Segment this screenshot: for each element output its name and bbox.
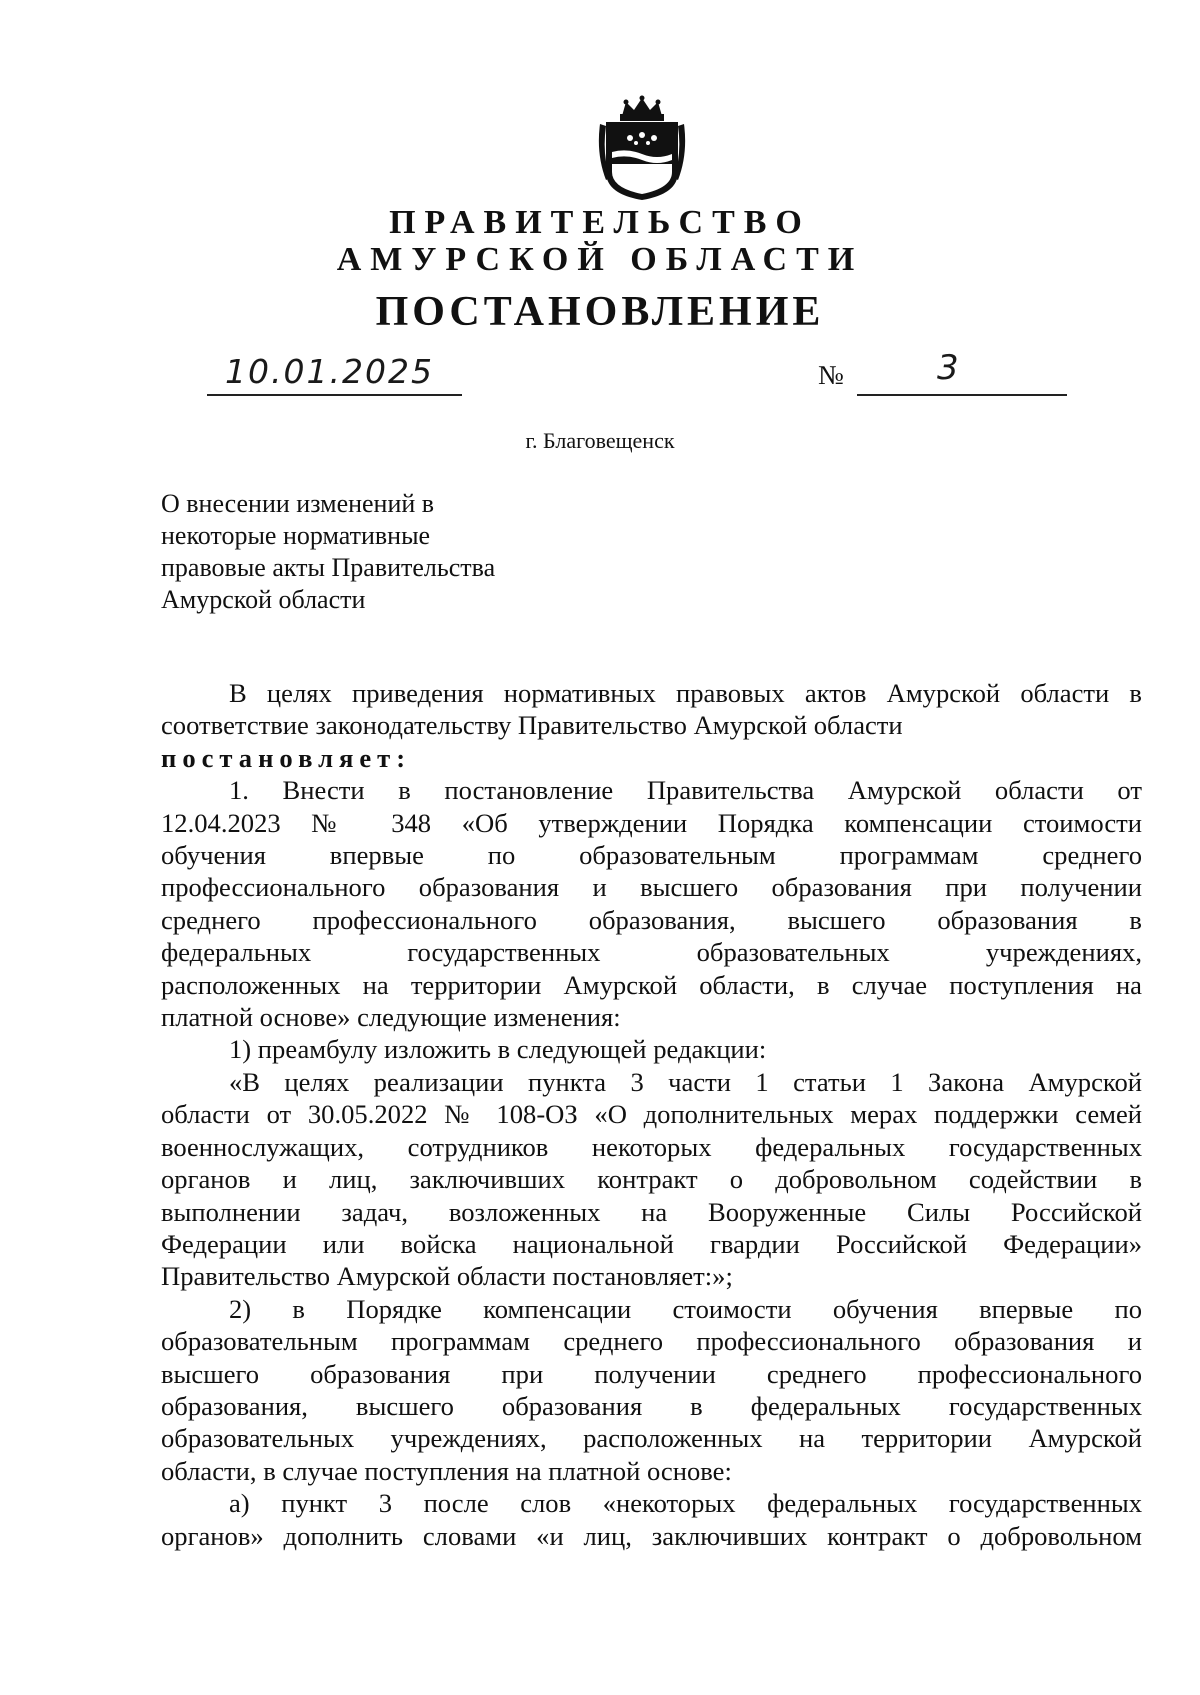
handwritten-date: 10.01.2025 [225,352,434,391]
subject-line: правовые акты Правительства [161,553,496,582]
body-line: В целях приведения нормативных правовых актов Амурской области в [229,678,1142,708]
number-label: № [818,360,844,390]
body-line: платной основе» следующие изменения: [161,1002,621,1033]
body-line: 1. Внести в постановление Правительства Амурской области от [229,775,1142,806]
body-line: органов и лиц, заключивших контракт о добровольном содействии в [161,1164,1142,1195]
org-name-line1: ПРАВИТЕЛЬСТВО [389,204,811,241]
body-line: выполнении задач, возложенных на Вооруженные Силы Российской [161,1196,1142,1227]
body-line: Федерации или войска национальной гвардии Российской Федерации» [161,1228,1142,1259]
coat-of-arms-icon [592,94,692,202]
body-line: образования, высшего образования в федеральных государственных [161,1390,1142,1421]
body-line: расположенных на территории Амурской области, в случае поступления на [161,969,1142,1000]
body-line: образовательных учреждениях, расположенных на территории Амурской [161,1423,1142,1454]
body-line: профессионального образования и высшего образования при получении [161,872,1142,903]
number-field [857,348,1067,396]
body-line: а) пункт 3 после слов «некоторых федеральных государственных [229,1488,1142,1519]
body-line: органов» дополнить словами «и лиц, заключивших контракт о добровольном [161,1520,1142,1551]
body-line: обучения впервые по образовательным программам среднего [161,840,1142,871]
body-line: 12.04.2023 № 348 «Об утверждении Порядка компенсации стоимости [161,807,1142,838]
subject-line: О внесении изменений в [161,489,435,518]
body-line-decree-word: постановляет: [161,742,412,773]
body-line: области от 30.05.2022 № 108-ОЗ «О дополнительных мерах поддержки семей [161,1099,1142,1130]
body-line: соответствие законодательству Правительство Амурской области [161,710,903,741]
document-type: ПОСТАНОВЛЕНИЕ [375,289,825,335]
body-line: 1) преамбулу изложить в следующей редакции: [229,1034,767,1065]
document-body [161,677,1142,1552]
body-line: 2) в Порядке компенсации стоимости обучения впервые по [229,1293,1142,1324]
body-line: Правительство Амурской области постановляет:»; [161,1261,733,1292]
org-name-line2: АМУРСКОЙ ОБЛАСТИ [336,241,864,278]
date-field [207,352,462,396]
body-line: образовательным программам среднего профессионального образования и [161,1326,1142,1357]
subject-line: Амурской области [161,585,366,614]
body-line: области, в случае поступления на платной основе: [161,1455,732,1486]
handwritten-number: 3 [937,348,959,388]
body-line: военнослужащих, сотрудников некоторых федеральных государственных [161,1131,1142,1162]
body-line: «В целях реализации пункта 3 части 1 статьи 1 Закона Амурской [229,1066,1142,1097]
body-line: среднего профессионального образования, высшего образования в [161,904,1142,935]
subject-line: некоторые нормативные [161,521,431,550]
document-subject [161,488,581,616]
body-line: высшего образования при получении среднего профессионального [161,1358,1142,1389]
body-line: федеральных государственных образовательных учреждениях, [161,937,1142,968]
city: г. Благовещенск [525,428,675,453]
